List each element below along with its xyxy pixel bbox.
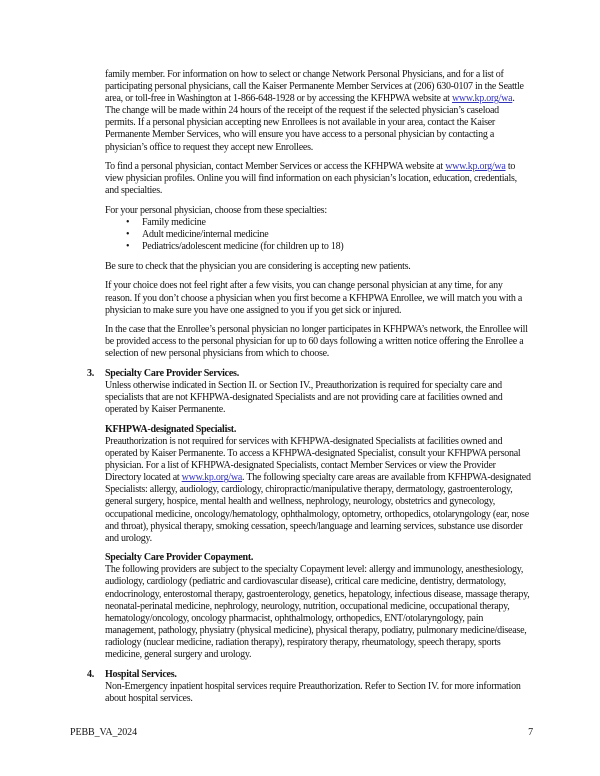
section-item-3 xyxy=(87,367,531,661)
list-item-label: Adult medicine/internal medicine xyxy=(142,229,269,241)
footer-doc-id: PEBB_VA_2024 xyxy=(70,727,137,738)
kp-website-link[interactable]: www.kp.org/wa xyxy=(445,161,506,173)
copayment-title: Specialty Care Provider Copayment. xyxy=(105,552,254,564)
para-change-physician: If your choice does not feel right after a few visits, you can change personal physician at any time, for any reason. If you don’t choose a physician when you first become a KFHPWA Enrollee, we will match you with a physician to make sure you have one assigned to you if you get sick or injured. xyxy=(105,280,523,316)
bullet-marker: • xyxy=(126,241,130,253)
item-3-body: Unless otherwise indicated in Section II. or Section IV., Preauthorization is required for specialty care and specialists that are not KFHPWA-designated Specialists and are not providing care at facilities owned and operated by Kaiser Permanente. xyxy=(105,380,503,416)
page-footer xyxy=(70,727,533,738)
item-3-title: Specialty Care Provider Services. xyxy=(105,367,239,379)
item-number: 4. xyxy=(87,668,94,680)
bullet-marker: • xyxy=(126,217,130,229)
specialties-intro: For your personal physician, choose from these specialties: xyxy=(105,204,327,216)
para-find-physician xyxy=(105,161,531,197)
bullet-marker: • xyxy=(126,229,130,241)
para-text: Preauthorization is not required for services with KFHPWA-designated Specialists at facilities owned and operated by Kaiser Permanente. To access a KFHPWA-designated Specialist, consult your KFHPWA personal physician. For a list of KFHPWA-designated Specialists, contact Member Services or view the Provider Directory located at xyxy=(105,435,521,484)
document-body xyxy=(87,69,531,712)
item-4-body: Non-Emergency inpatient hospital services require Preauthorization. Refer to Section IV. for more information about hospital services. xyxy=(105,680,521,704)
kp-website-link[interactable]: www.kp.org/wa xyxy=(181,472,243,484)
para-network-departure: In the case that the Enrollee’s personal physician no longer participates in KFHPWA’s network, the Enrollee will be provided access to the personal physician for up to 60 days following a written notice offering the Enrollee a selection of new personal physicians from which to choose. xyxy=(105,324,528,360)
list-item xyxy=(105,229,531,241)
list-item-label: Family medicine xyxy=(142,217,206,229)
item-4-title: Hospital Services. xyxy=(105,668,177,680)
list-item xyxy=(105,217,531,229)
list-item xyxy=(105,241,531,253)
para-text: family member. For information on how to select or change Network Personal Physicians, and for a list of participating personal physicians, call the Kaiser Permanente Member Services at (206) 630-0107 in the Seattle area, or toll-free in Washington at 1-866-648-1928 or by accessing the KFHPWA website at xyxy=(105,69,524,105)
para-text: To find a personal physician, contact Member Services or access the KFHPWA website at xyxy=(105,161,446,173)
item-number: 3. xyxy=(87,367,94,379)
para-text: . The change will be made within 24 hours of the receipt of the request if the selected physician’s caseload permits. If a personal physician accepting new Enrollees is not available in your area, contact the Kaiser Permanente Member Services, who will ensure you have access to a personal physician by contacting a physician’s office to request they accept new Enrollees. xyxy=(105,93,515,153)
para-network-physicians xyxy=(105,69,531,154)
para-text: to view physician profiles. Online you will find information on each physician’s location, education, credentials, and specialties. xyxy=(105,161,517,197)
footer-page-number: 7 xyxy=(528,727,533,738)
copayment-body: The following providers are subject to the specialty Copayment level: allergy and immunology, anesthesiology, audiology, cardiology (pediatric and cardiovascular disease), critical care medicine, dentistry, dermatology, endocrinology, enterostomal therapy, gastroenterology, genetics, hepatology, infectious disease, massage therapy, neonatal-perinatal medicine, nephrology, neurology, nutrition, occupational medicine, occupational therapy, hematology/oncology, oncology pharmacist, ophthalmology, orthopedics, ENT/otolaryngology, pain management, pathology, physiatry (physical medicine), physical therapy, podiatry, pulmonary medicine/disease, radiology (nuclear medicine, radiation therapy), respiratory therapy, rheumatology, speech therapy, sports medicine, general surgery and urology. xyxy=(105,564,530,661)
specialties-list xyxy=(105,217,531,253)
list-item-label: Pediatrics/adolescent medicine (for children up to 18) xyxy=(142,241,344,253)
designated-specialist-body xyxy=(105,436,531,545)
kp-website-link[interactable]: www.kp.org/wa xyxy=(451,93,513,105)
designated-specialist-title: KFHPWA-designated Specialist. xyxy=(105,423,237,435)
para-text: . The following specialty care areas are available from KFHPWA-designated Specialists: allergy, audiology, cardiology, chiropractic/manipulative therapy, dermatology, gastroenterology, general surgery, hospice, mental health and wellness, nephrology, neurology, obstetrics and gynecology, occupational medicine, oncology/hematology, ophthalmology, optometry, orthopedics, otolaryngology (ear, nose and throat), physical therapy, smoking cessation, speech/language and learning services, substance use disorder and urology. xyxy=(105,472,531,544)
para-accepting-patients: Be sure to check that the physician you are considering is accepting new patients. xyxy=(105,260,411,272)
section-item-4 xyxy=(87,668,531,705)
